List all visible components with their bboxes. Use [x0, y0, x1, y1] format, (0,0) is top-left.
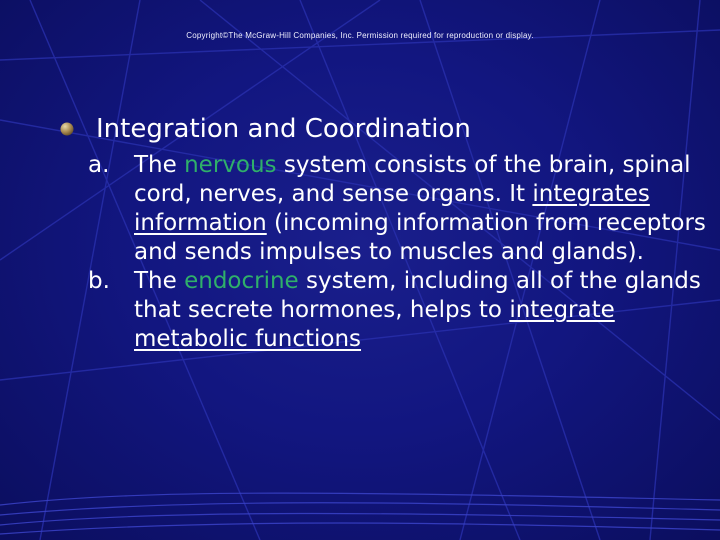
underlined-term: integrates information: [134, 181, 650, 236]
item-text: (incoming information from receptors and sends impulses to muscles and glands).: [134, 210, 706, 265]
item-text: system consists of the brain, spinal cord, nerves, and sense organs. It: [134, 152, 691, 207]
list-marker: a.: [88, 152, 110, 178]
highlight-term: nervous: [184, 152, 277, 178]
list-item: [88, 151, 708, 267]
item-text: The: [134, 268, 185, 294]
highlight-term: endocrine: [184, 268, 299, 294]
slide-heading: Integration and Coordination: [96, 114, 471, 144]
bullet-icon: [60, 122, 74, 136]
underlined-term: integrate metabolic functions: [134, 297, 615, 352]
heading-row: [60, 112, 471, 146]
content-list: [88, 151, 708, 354]
list-marker: b.: [88, 268, 110, 294]
item-text: The: [134, 152, 185, 178]
list-item: [88, 267, 708, 354]
copyright-notice: Copyright©The McGraw-Hill Companies, Inc. Permission required for reproduction or display.: [186, 31, 534, 40]
item-text: system, including all of the glands that secrete hormones, helps to: [134, 268, 701, 323]
